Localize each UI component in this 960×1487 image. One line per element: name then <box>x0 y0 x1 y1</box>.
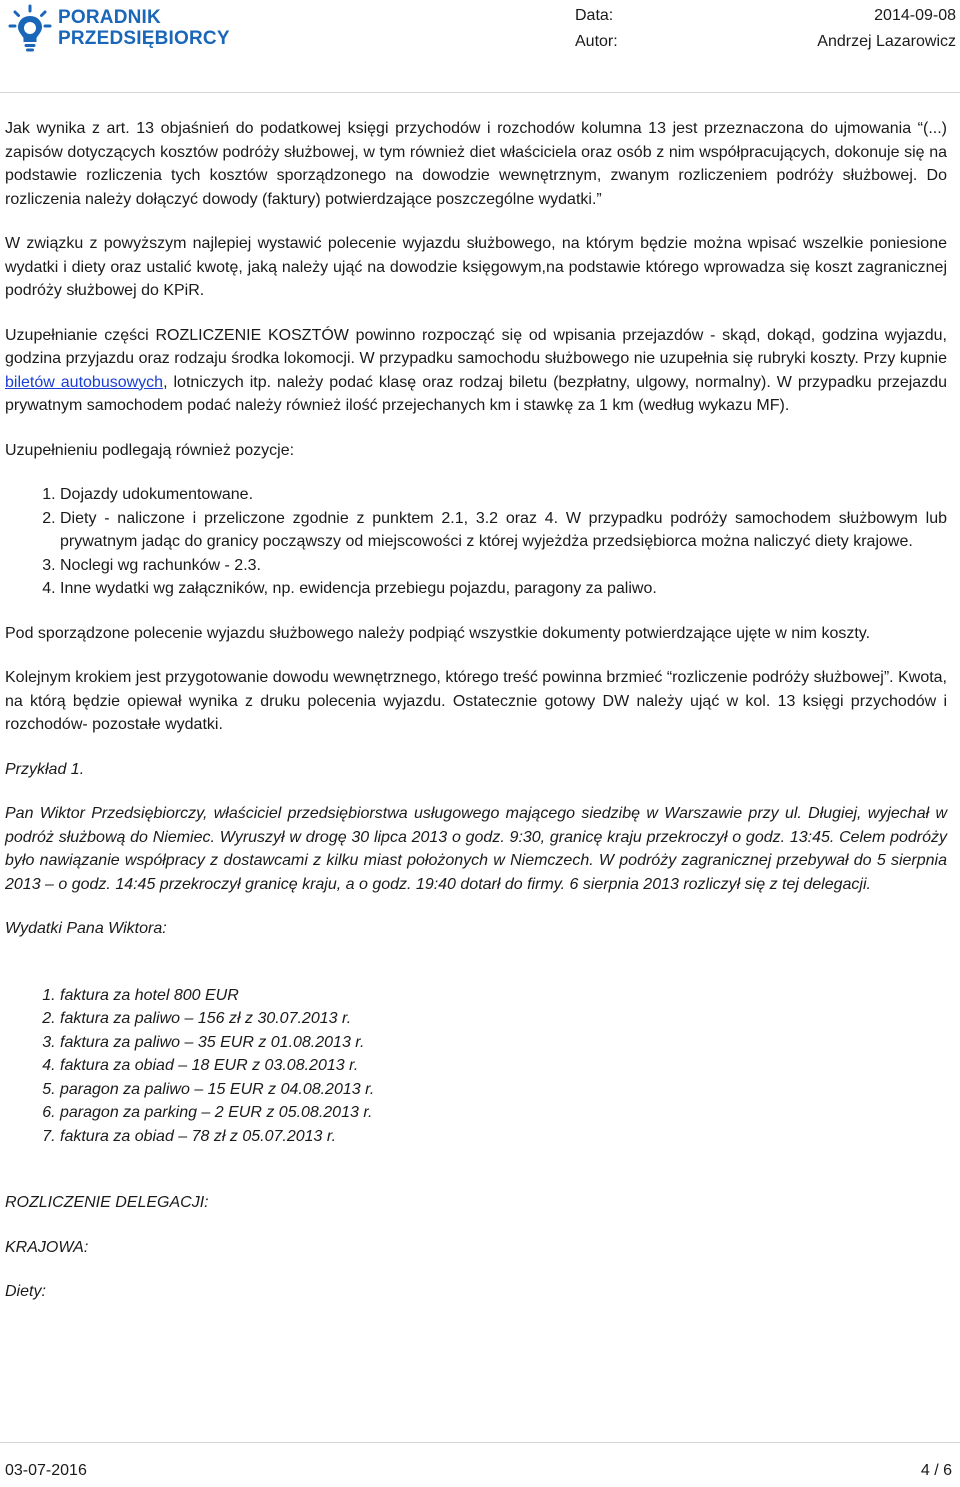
list-item: 3. Noclegi wg rachunków - 2.3. <box>60 554 947 578</box>
list-item: 4. Inne wydatki wg załączników, np. ewidencja przebiegu pojazdu, paragony za paliwo. <box>60 577 947 601</box>
page-header <box>0 0 960 92</box>
example-title: Przykład 1. <box>5 760 85 778</box>
article-body <box>5 117 947 1325</box>
settlement-title: ROZLICZENIE DELEGACJI: <box>5 1194 209 1211</box>
paragraph-5: Pod sporządzone polecenie wyjazdu służbowego należy podpiąć wszystkie dokumenty potwierdzające ujęte w nim koszty. <box>5 624 871 642</box>
expense-item: 6. paragon za parking – 2 EUR z 05.08.2013 r. <box>60 1101 947 1125</box>
paragraph-6: Kolejnym krokiem jest przygotowanie dowodu wewnętrznego, którego treść powinna brzmieć “rozliczenie podróży służbowej”. Kwota, na którą będzie opiewał wynika z druku polecenia wyjazdu. Ostatecznie gotowy DW należy ująć w kol. 13 księgi przychodów i rozchodów- pozostałe wydatki. <box>5 669 947 733</box>
paragraph-3 <box>5 324 947 418</box>
expense-item: 4. faktura za obiad – 18 EUR z 03.08.2013 r. <box>60 1054 947 1078</box>
list-item: 2. Diety - naliczone i przeliczone zgodnie z punktem 2.1, 3.2 oraz 4. W przypadku podróży samochodem służbowym lub prywatnym jadąc do granicy począwszy od miejscowości z której wyjeżdża przedsiębiorca można naliczyć diety krajowe. <box>60 507 947 554</box>
positions-list <box>5 483 947 601</box>
expenses-list <box>5 984 947 1149</box>
domestic-title: KRAJOWA: <box>5 1238 89 1256</box>
date-value: 2014-09-08 <box>874 7 956 24</box>
header-divider <box>0 92 960 93</box>
logo-line-2: PRZEDSIĘBIORCY <box>58 28 230 49</box>
lightbulb-logo-icon <box>8 4 52 52</box>
expense-item: 2. faktura za paliwo – 156 zł z 30.07.2013 r. <box>60 1007 947 1031</box>
list-item: 1. Dojazdy udokumentowane. <box>60 483 947 507</box>
document-meta <box>575 3 956 55</box>
paragraph-1: Jak wynika z art. 13 objaśnień do podatkowej księgi przychodów i rozchodów kolumna 13 jest przeznaczona do ujmowania “(...) zapisów dotyczących kosztów podróży służbowej, w tym również diet właściciela oraz osób z nim współpracujących, dokonuje się na podstawie rozliczenia tych kosztów sporządzonego na dowodzie wewnętrznym, zwanym rozliczeniem podróży służbowej. Do rozliczenia należy dołączyć dowody (faktury) potwierdzające poszczególne wydatki.” <box>5 120 947 208</box>
expense-item: 1. faktura za hotel 800 EUR <box>60 984 947 1008</box>
paragraph-3-part-a: Uzupełnianie części ROZLICZENIE KOSZTÓW powinno rozpocząć się od wpisania przejazdów - skąd, dokąd, godzina wyjazdu, godzina przyjazdu oraz rodzaju środka lokomocji. W przypadku samochodu służbowego nie uzupełnia się rubryki koszty. Przy kupnie <box>5 326 947 367</box>
footer-divider <box>0 1442 960 1443</box>
diets-title: Diety: <box>5 1283 46 1300</box>
page-number: 4 / 6 <box>920 1462 952 1479</box>
bus-tickets-link[interactable]: biletów autobusowych <box>5 373 164 391</box>
expense-item: 7. faktura za obiad – 78 zł z 05.07.2013 r. <box>60 1125 947 1149</box>
expenses-title: Wydatki Pana Wiktora: <box>5 920 167 937</box>
expense-item: 3. faktura za paliwo – 35 EUR z 01.08.2013 r. <box>60 1031 947 1055</box>
logo-line-1: PORADNIK <box>58 7 161 28</box>
paragraph-2: W związku z powyższym najlepiej wystawić polecenie wyjazdu służbowego, na którym będzie można wpisać wszelkie poniesione wydatki i diety oraz ustalić kwotę, jaką należy ująć na dowodzie księgowym,na podstawie którego wprowadza się koszt zagranicznej podróży służbowej do KPiR. <box>5 235 947 299</box>
paragraph-3-part-b: , lotniczych itp. należy podać klasę oraz rodzaj biletu (bezpłatny, ulgowy, normalny). W przypadku przejazdu prywatnym samochodem podać należy również ilość przejechanych km i stawkę za 1 km (według wykazu MF). <box>5 373 947 414</box>
author-value: Andrzej Lazarowicz <box>817 33 956 50</box>
example-text: Pan Wiktor Przedsiębiorczy, właściciel przedsiębiorstwa usługowego mającego siedzibę w Warszawie przy ul. Długiej, wyjechał w podróż służbową do Niemiec. Wyruszył w drogę 30 lipca 2013 o godz. 9:30, granicę kraju przekroczył o godz. 13:45. Celem podróży było nawiązanie współpracy z dostawcami z kilku miast położonych w Niemczech. W podróży zagranicznej przebywał do 5 sierpnia 2013 – o godz. 14:45 przekroczył granicę kraju, a o godz. 19:40 dotarł do firmy. 6 sierpnia 2013 rozliczył się z tej delegacji. <box>5 805 947 893</box>
logo[interactable] <box>8 4 230 52</box>
footer-date: 03-07-2016 <box>5 1462 87 1479</box>
paragraph-4: Uzupełnieniu podlegają również pozycje: <box>5 441 295 459</box>
expense-item: 5. paragon za paliwo – 15 EUR z 04.08.2013 r. <box>60 1078 947 1102</box>
date-label: Data: <box>575 7 614 24</box>
author-label: Autor: <box>575 33 618 50</box>
